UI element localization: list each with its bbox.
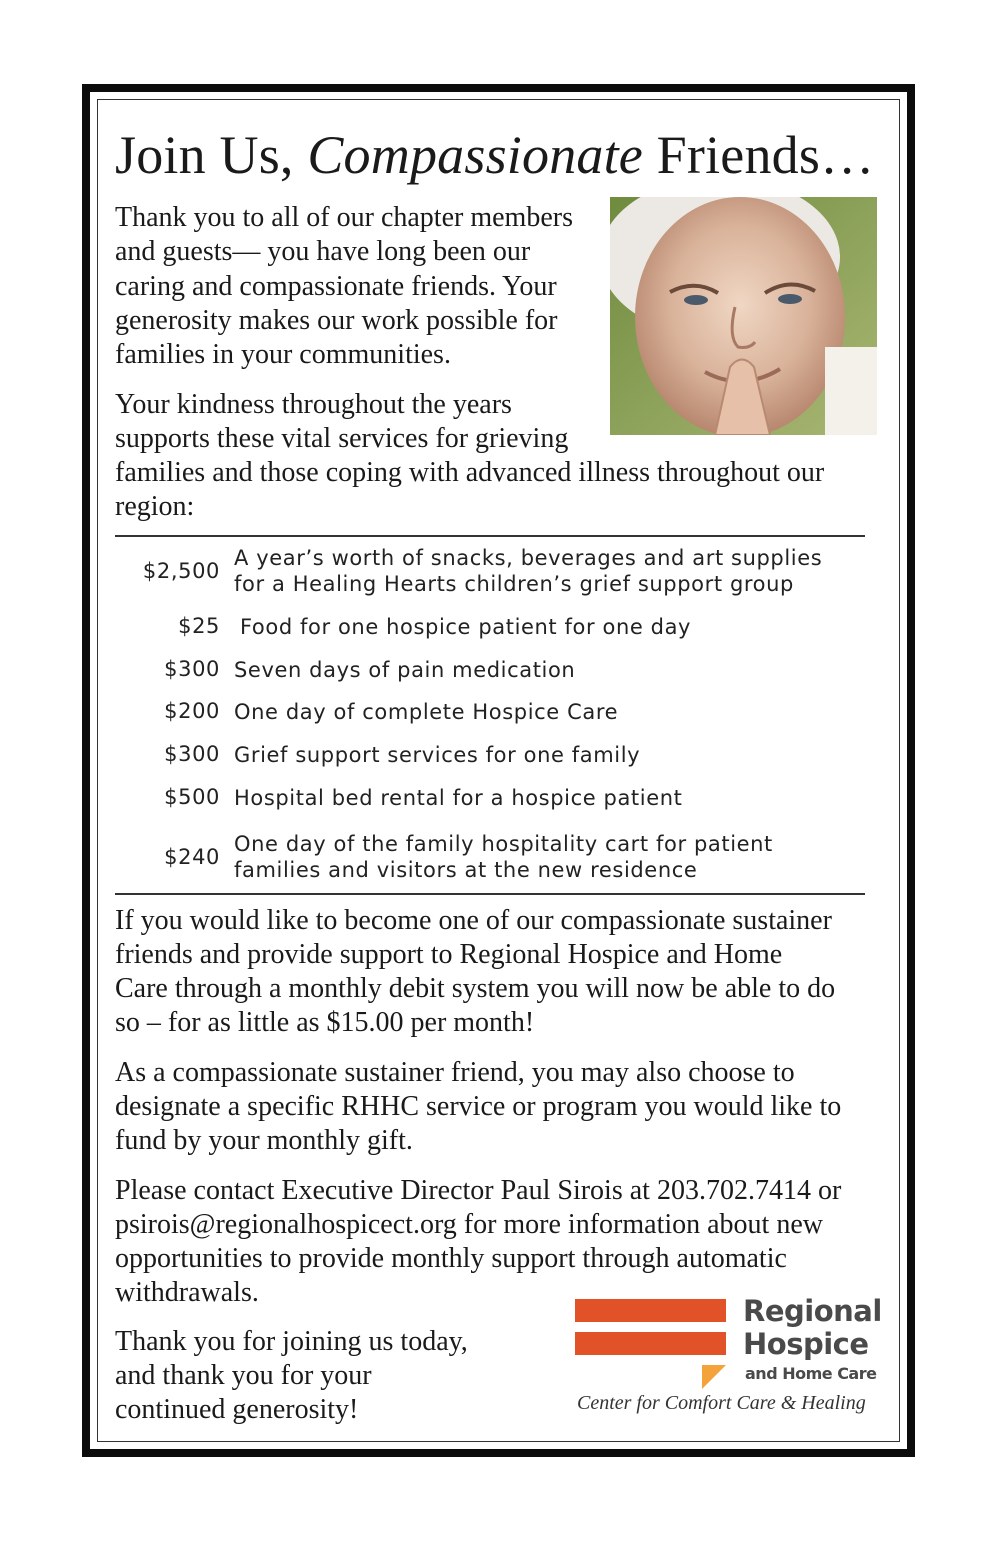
logo-word-home-care: and Home Care: [745, 1364, 877, 1383]
service-amount: $240: [164, 845, 220, 869]
service-amount: $300: [164, 742, 220, 766]
service-description: Hospital bed rental for a hospice patient: [234, 786, 683, 810]
logo-bar-bottom: [575, 1332, 726, 1355]
service-description: Food for one hospice patient for one day: [240, 615, 692, 639]
logo-bar-top: [575, 1299, 726, 1322]
service-amount: $300: [164, 657, 220, 681]
elderly-woman-photo: [610, 197, 877, 435]
page-title: Join Us, Compassionate Friends…: [115, 125, 875, 185]
table-bottom-rule: [115, 893, 865, 895]
service-description: Grief support services for one family: [234, 743, 641, 767]
logo-triangle-icon: [702, 1365, 726, 1389]
service-description-cont: for a Healing Hearts children’s grief support group: [234, 572, 794, 596]
service-description: Seven days of pain medication: [234, 658, 576, 682]
service-description: A year’s worth of snacks, beverages and art supplies: [234, 546, 823, 570]
logo-tagline: Center for Comfort Care & Healing: [577, 1392, 866, 1414]
service-amount: $200: [164, 699, 220, 723]
portrait-illustration: [610, 197, 877, 435]
service-description-cont: families and visitors at the new residence: [234, 858, 698, 882]
service-amount: $25: [178, 614, 220, 638]
logo-word-regional: Regional: [743, 1294, 882, 1328]
table-top-rule: [115, 535, 865, 537]
service-amount: $500: [164, 785, 220, 809]
service-amount: $2,500: [142, 559, 220, 583]
logo-word-hospice: Hospice: [743, 1327, 869, 1361]
service-description: One day of complete Hospice Care: [234, 700, 619, 724]
regional-hospice-logo: [575, 1296, 885, 1426]
service-description: One day of the family hospitality cart for patient: [234, 832, 773, 856]
